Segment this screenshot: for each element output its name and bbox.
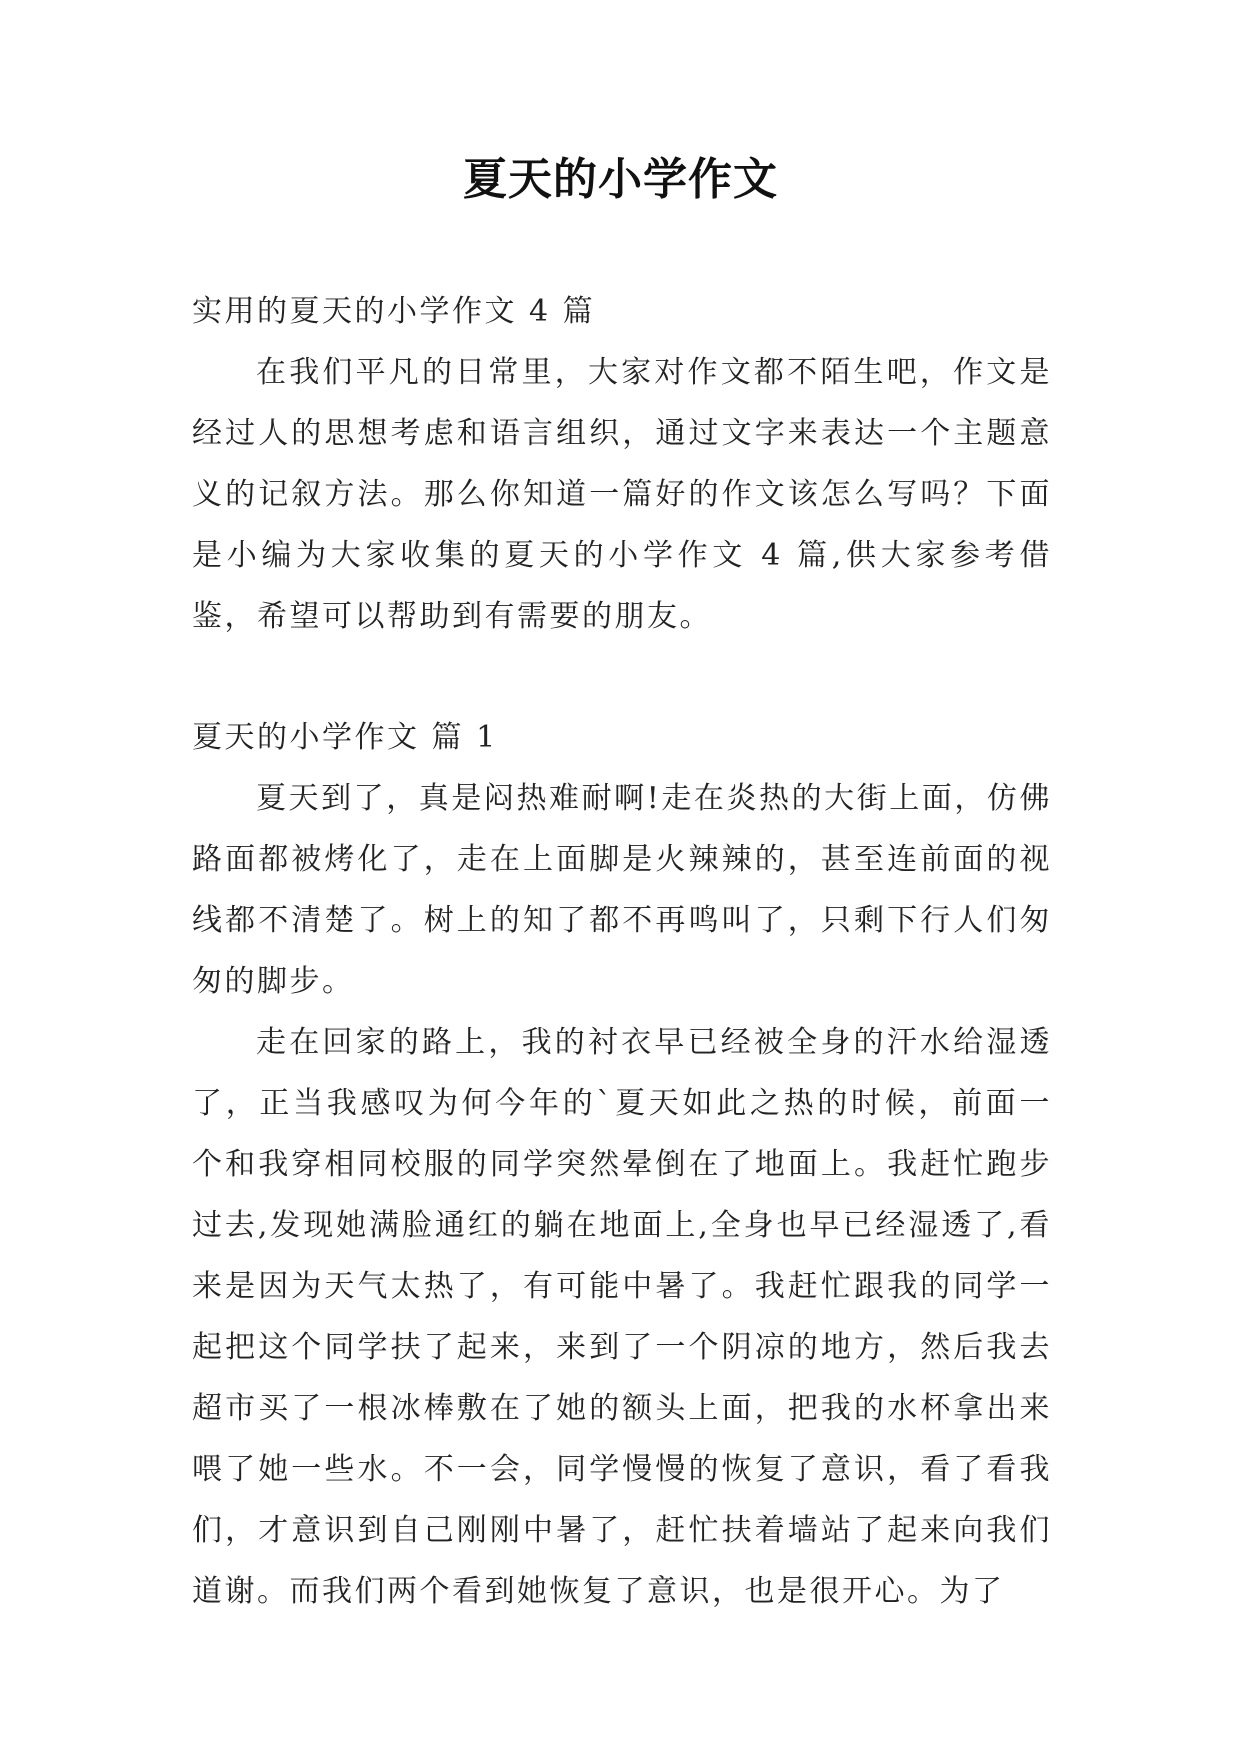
- section-heading: 夏天的小学作文 篇 1: [192, 720, 498, 755]
- document-title: 夏天的小学作文: [463, 154, 778, 205]
- intro-paragraph: 在我们平凡的日常里，大家对作文都不陌生吧，作文是经过人的思想考虑和语言组织，通过文字来表达一个主题意义的记叙方法。那么你知道一篇好的作文该怎么写吗？下面是小编为大家收集的夏天的小学作文 4 篇,供大家参考借鉴，希望可以帮助到有需要的朋友。: [192, 355, 1052, 634]
- section-spacer: [192, 647, 1052, 707]
- document-subtitle: 实用的夏天的小学作文 4 篇: [192, 294, 596, 329]
- body-paragraph: 走在回家的路上，我的衬衣早已经被全身的汗水给湿透了，正当我感叹为何今年的`夏天如此之热的时候，前面一个和我穿相同校服的同学突然晕倒在了地面上。我赶忙跑步过去,发现她满脸通红的躺在地面上,全身也早已经湿透了,看来是因为天气太热了，有可能中暑了。我赶忙跟我的同学一起把这个同学扶了起来，来到了一个阴凉的地方，然后我去超市买了一根冰棒敷在了她的额头上面，把我的水杯拿出来喂了她一些水。不一会，同学慢慢的恢复了意识，看了看我们，才意识到自己刚刚中暑了，赶忙扶着墙站了起来向我们道谢。而我们两个看到她恢复了意识，也是很开心。为了: [192, 1025, 1052, 1609]
- body-paragraph: 夏天到了，真是闷热难耐啊!走在炎热的大街上面，仿佛路面都被烤化了，走在上面脚是火辣辣的，甚至连前面的视线都不清楚了。树上的知了都不再鸣叫了，只剩下行人们匆匆的脚步。: [192, 781, 1052, 999]
- document-body: [192, 281, 1052, 1622]
